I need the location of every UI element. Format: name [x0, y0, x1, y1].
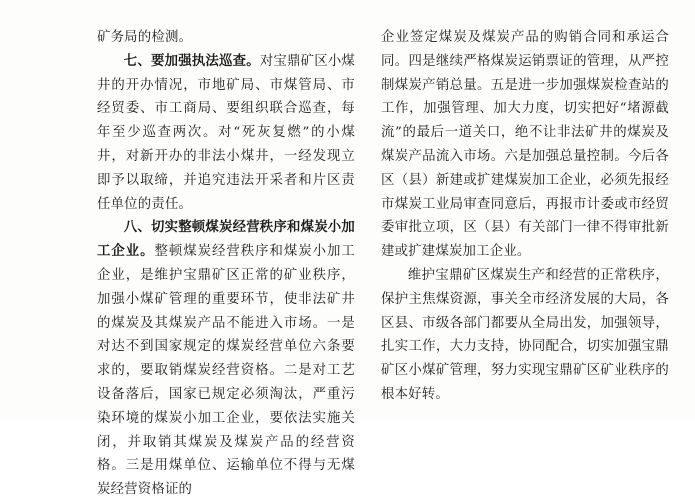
section-eight-heading: 八、切实整顿煤炭经营秩序和煤炭小加工企业。 [97, 220, 355, 260]
left-column [97, 26, 355, 502]
paragraph-conclusion: 维护宝鼎矿区煤炭生产和经营的正常秩序，保护主焦煤资源，事关全市经济发展的大局，各区县、市级各部门都要从全局出发，加强领导，扎实工作，大力支持，协同配合，切实加强宝鼎矿区小煤矿管理，努力实现宝鼎矿区矿业秩序的根本好转。 [381, 267, 669, 402]
right-column [381, 26, 669, 407]
paragraph-end-fragment: 矿务局的检测。 [97, 30, 193, 45]
section-seven-heading: 七、要加强执法巡查。 [123, 53, 260, 69]
paragraph-section-seven [97, 50, 355, 217]
paragraph-continuation: 企业签定煤炭及煤炭产品的购销合同和承运合同。四是继续严格煤炭运销票证的管理，从严控制煤炭产销总量。五是进一步加强煤炭检查站的工作，加强管理、加大力度，切实把好“堵源截流”的最后一道关口，绝不让非法矿井的煤炭及煤炭产品流入市场。六是加强总量控制。今后各区（县）新建或扩建煤炭加工企业，必须先报经市煤炭工业局审查同意后，再报市计委或市经贸委审批立项，区（县）有关部门一律不得审批新建或扩建煤炭加工企业。 [381, 30, 669, 260]
paragraph-section-eight [97, 216, 355, 502]
section-seven-body: 对宝鼎矿区小煤井的开办情况，市地矿局、市煤管局、市经贸委、市工商局、要组织联合巡查，每年至少巡查两次。对“死灰复燃”的小煤井，对新开办的非法小煤井，一经发现立即予以取缔，并追究违法开采者和片区责任单位的责任。 [97, 53, 356, 212]
section-eight-body: 整顿煤炭经营秩序和煤炭小加工企业，是维护宝鼎矿区正常的矿业秩序，加强小煤矿管理的重要环节，使非法矿井的煤炭及其煤炭产品不能进入市场。一是对达不到国家规定的煤炭经营单位六条要求的，要取销煤炭经营资格。二是对工艺设备落后，国家已规定必须淘汰，严重污染环境的煤炭小加工企业，要依法实施关闭，并取销其煤炭及煤炭产品的经营资格。三是用煤单位、运输单位不得与无煤炭经营资格证的 [97, 244, 355, 498]
